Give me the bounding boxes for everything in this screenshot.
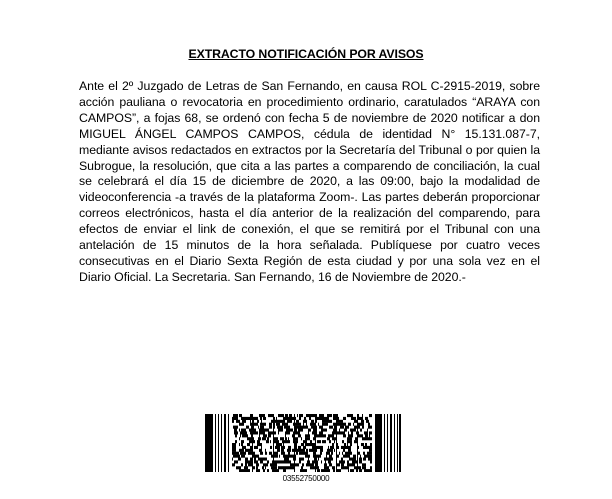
document-title: EXTRACTO NOTIFICACIÓN POR AVISOS: [188, 47, 424, 61]
barcode-graphic: [205, 414, 401, 472]
barcode-number: 03552750000: [282, 474, 330, 483]
pdf417-barcode: [205, 414, 401, 472]
document-body: Ante el 2º Juzgado de Letras de San Fernando, en causa ROL C-2915-2019, sobre acción pauliana o revocatoria en procedimiento ordinario, caratulados “ARAYA con CAMPOS”, a fojas 68, se ordenó con fecha 5 de noviembre de 2020 notificar a don MIGUEL ÁNGEL CAMPOS CAMPOS, cédula de identidad N° 15.131.087-7, mediante avisos redactados en extractos por la Secretaría del Tribunal o por quien la Subrogue, la resolución, que cita a las partes a comparendo de conciliación, la cual se celebrará el día 15 de diciembre de 2020, a las 09:00, bajo la modalidad de videoconferencia -a través de la plataforma Zoom-. Las partes deberán proporcionar correos electrónicos, hasta el día anterior de la realización del comparendo, para efectos de enviar el link de conexión, el que se remitirá por el Tribunal con una antelación de 15 minutos de la hora señalada. Publíquese por cuatro veces consecutivas en el Diario Sexta Región de esta ciudad y por una sola vez en el Diario Oficial. La Secretaria. San Fernando, 16 de Noviembre de 2020.-: [79, 79, 540, 284]
